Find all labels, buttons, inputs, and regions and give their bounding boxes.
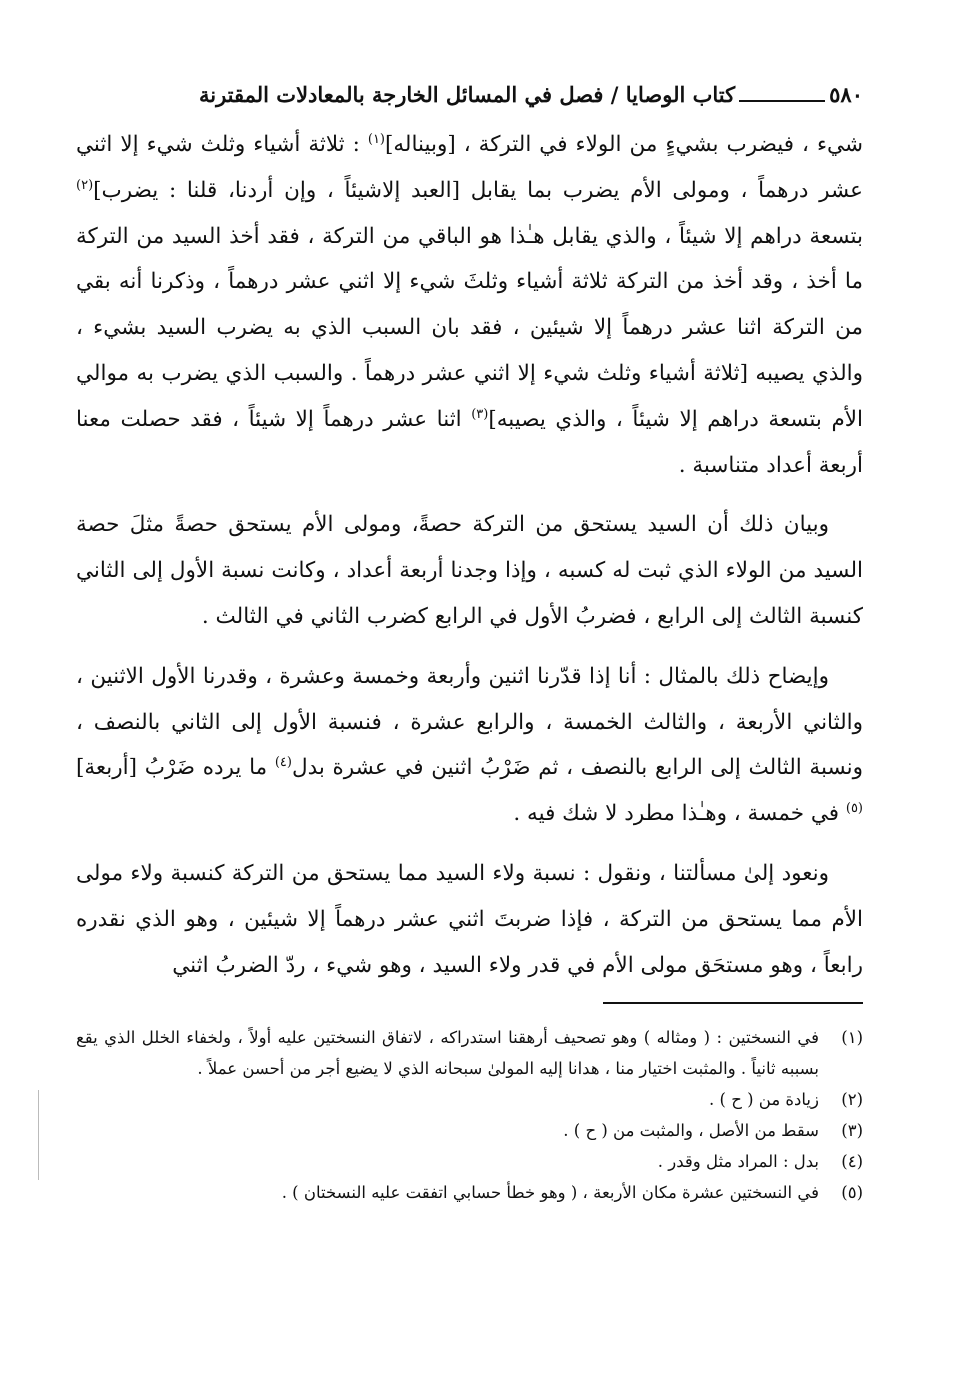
footnote-number: (٤) [841,1152,863,1172]
book-page [76,80,863,1208]
text-segment: ونعود إلىٰ مسألتنا ، ونقول : نسبة ولاء السيد مما يستحق من التركة كنسبة ولاء مولى الأم مما يستحق من التركة ، فإذا ضربتَ اثني عشر درهماً إلا شيئين ، وهو الذي نقدره رابعاً ، وهو مستحَق مولى الأم في قدر ولاء السيد ، وهو شيء ، ردّ الضربُ اثني [76,860,863,978]
footnote-reference[interactable]: (٢) [76,177,94,193]
footnote-reference[interactable]: (٣) [471,406,489,422]
footnote-number: (٢) [841,1090,863,1110]
text-segment: وبيان ذلك أن السيد يستحق من التركة حصةً، ومولى الأم يستحق حصةً مثلَ حصة السيد من الولاء الذي ثبت له كسبه ، وإذا وجدنا أربعة أعداد ، وكانت نسبة الأول إلى الثاني كنسبة الثالث إلى الرابع ، فضربُ الأول في الرابع كضرب الثاني في الثالث . [76,512,863,629]
footnotes [76,1022,863,1208]
paragraph [76,851,863,988]
footnote [76,1084,863,1115]
footnote-text: في النسختين عشرة مكان الأربعة ، ( وهو خطأ حسابي اتفقت عليه النسختان ) . [281,1183,819,1203]
footnote-text: سقط من الأصل ، والمثبت من ( ح ) . [563,1121,819,1141]
scan-margin-line [38,1090,39,1180]
text-segment: اثنا عشر درهماً إلا شيئاً ، فقد حصلت معنا أربعة أعداد متناسبة . [76,406,863,478]
text-segment: بتسعة دراهم إلا شيئاً ، والذي يقابل هـٰذا هو الباقي من التركة ، فقد أخذ السيد من التركة ما أخذ ، وقد أخذ من التركة ثلاثة أشياء وثلثَ شيء إلا اثني عشر درهماً ، وذكرنا أنه بقي من التركة اثنا عشر درهماً إلا شيئين ، فقد بان السبب الذي به يضرب السيد بشيء ، والذي يصيبه [ثلاثة أشياء وثلث شيء إلا اثني عشر درهماً . والسبب الذي يضرب به موالي الأم بتسعة دراهم إلا شيئاً ، والذي يصيبه] [76,223,863,432]
paragraph [76,122,863,488]
footnote-text: زيادة من ( ح ) . [709,1090,819,1110]
chapter-title: فصل في المسائل الخارجة بالمعادلات المقترنة [198,82,604,107]
text-segment: ما يرده ضَرْبُ [أربعة] [76,755,275,781]
text-segment: في خمسة ، وهـٰذا مطرد لا شك فيه . [513,801,846,827]
footnote-number: (٥) [841,1183,863,1203]
footnote [76,1146,863,1177]
text-segment: وإيضاح ذلك بالمثال : أنا إذا قدّرنا اثنين وأربعة وخمسة وعشرة ، وقدرنا الأول الاثنين ، والثاني الأربعة ، والثالث الخمسة ، والرابع عشرة ، فنسبة الأول إلى الثاني بالنصف ، ونسبة الثالث إلى الرابع بالنصف ، ثم ضَرْبُ اثنين في عشرة بدل [76,663,863,781]
book-title: كتاب الوصايا / [610,82,736,107]
footnote [76,1022,863,1084]
paragraph [76,502,863,639]
footnote-reference[interactable]: (٤) [274,755,292,771]
footnote [76,1177,863,1208]
footnote-reference[interactable]: (٥) [845,801,863,816]
footnote [76,1115,863,1146]
footnote-divider [603,1002,863,1004]
footnote-text: بدل : المراد مثل وقدر . [657,1152,819,1172]
text-segment: شيء ، فيضرب بشيءٍ من الولاء في التركة ، [وبيناله] [385,132,863,157]
header-rule [739,100,825,102]
footnote-number: (٣) [841,1121,863,1141]
page-number: ٥٨٠ [829,82,863,107]
footnote-text: في النسختين : ( ومثاله ) وهو تصحيف أرهقنا استدراكه ، لاتفاق النسختين عليه أولاً ، ولخفاء الخلل الذي يقع بسببه ثانياً . والمثبت اختيار منا ، هدانا إليه المولىٰ سبحانه الذي لا يضيع أجر من أحسن عملاً . [76,1028,819,1079]
text-segment: : ثلاثة أشياء وثلث شيء إلا اثني عشر درهماً ، ومولى الأم يضرب بما يقابل [العبد إلاشيئاً ، وإن أردنا، قلنا : يضرب] [76,132,863,203]
footnote-number: (١) [841,1028,863,1048]
running-header [76,80,863,114]
footnote-reference[interactable]: (١) [367,131,385,147]
main-text [76,122,863,988]
paragraph [76,654,863,837]
